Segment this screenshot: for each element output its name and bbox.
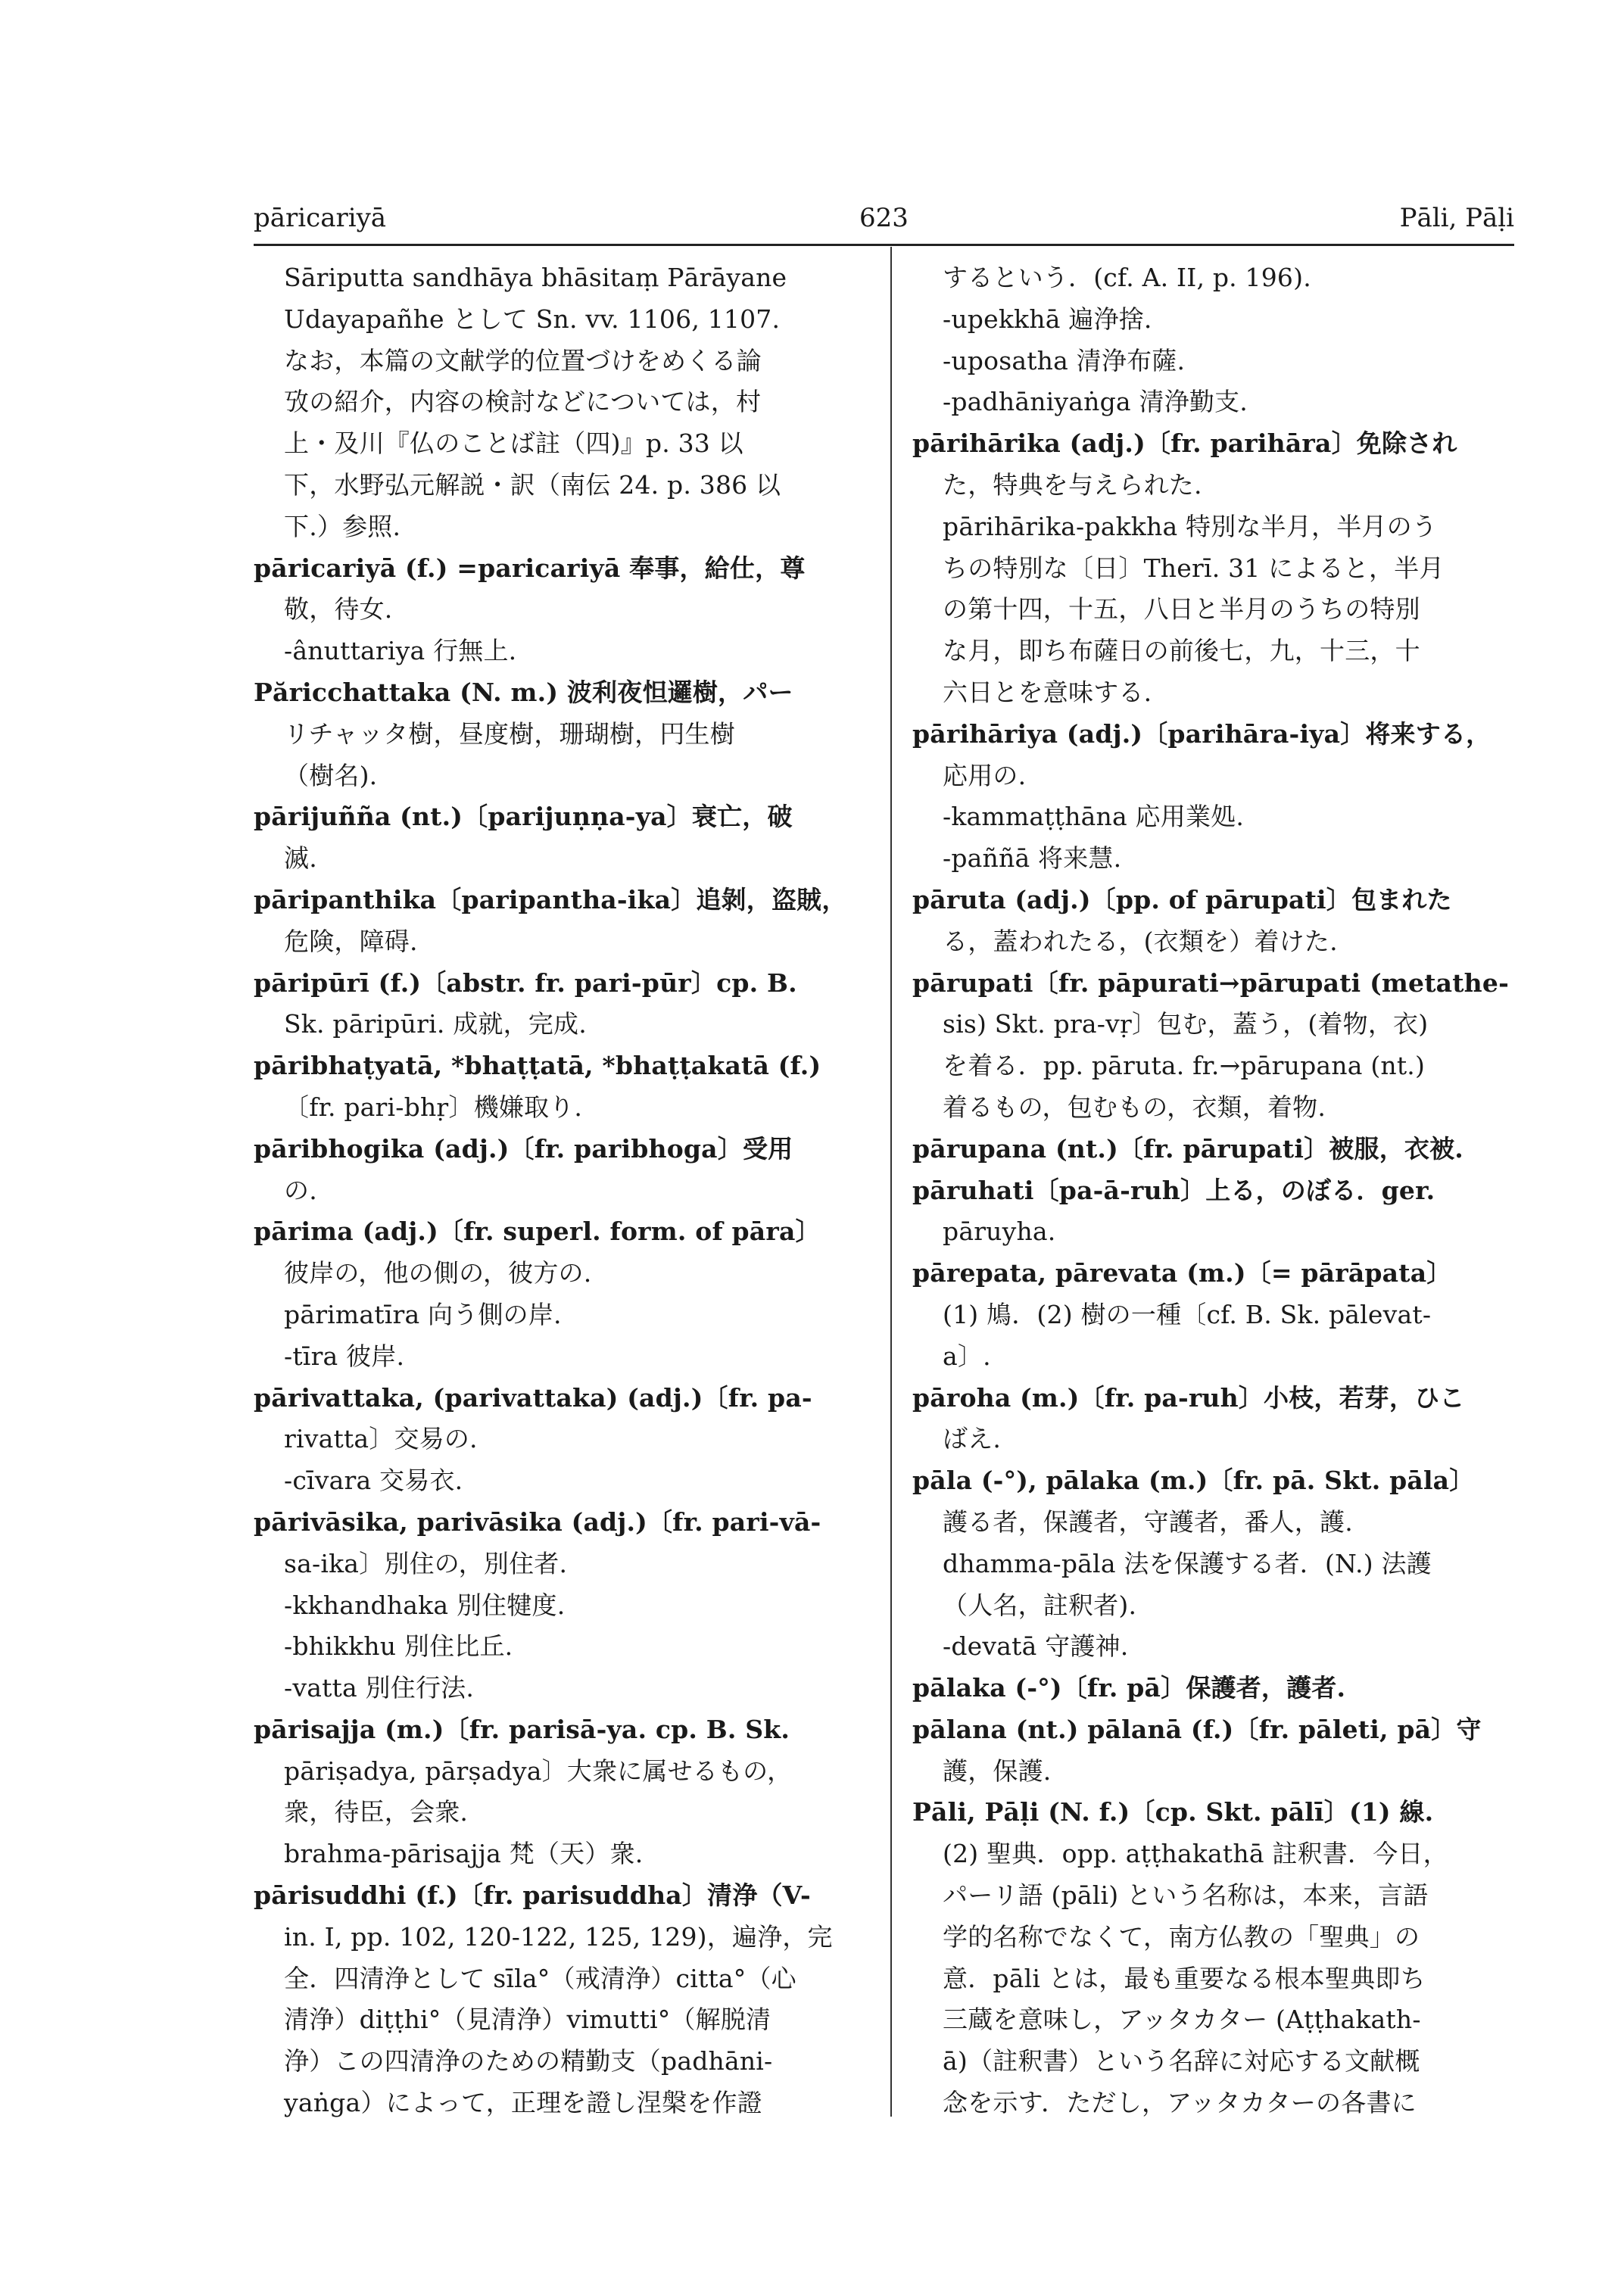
running-head-right: Pāli, Pāḷi <box>1399 203 1514 233</box>
entry-text-line: の第十四，十五，八日と半月のうちの特別 <box>943 594 1420 625</box>
entry-text-line: -padhāniyaṅga 清浄勤支. <box>943 387 1248 417</box>
entry-text-line: in. I, pp. 102, 120-122, 125, 129)，遍浄，完 <box>284 1921 833 1952</box>
entry-text-line: 下，水野弘元解説・訳（南伝 24. p. 386 以 <box>284 469 781 500</box>
entry-text-line: (1) 鳩．(2) 樹の一種〔cf. B. Sk. pālevat- <box>943 1299 1432 1329</box>
entry-text-line: た，特典を与えられた. <box>943 469 1202 500</box>
entry-headword-line: pāribhaṭyatā, *bhaṭṭatā, *bhaṭṭakatā (f.) <box>254 1051 821 1081</box>
entry-text-line: リチャッタ樹，昼度樹，珊瑚樹，円生樹 <box>284 718 735 749</box>
entry-text-line: 六日とを意味する. <box>943 677 1152 707</box>
page-header <box>254 203 1514 238</box>
entry-text-line: pārihārika-pakkha 特別な半月，半月のう <box>943 511 1438 541</box>
entry-text-line: yaṅga）によって，正理を證し涅槃を作證 <box>284 2088 762 2118</box>
entry-headword-line: pārisuddhi (f.)〔fr. parisuddha〕清浄（V- <box>254 1880 811 1911</box>
entry-text-line: rivatta〕交易の. <box>284 1424 478 1454</box>
entry-text-line: 意．pāli とは，最も重要なる根本聖典即ち <box>943 1963 1426 1993</box>
entry-text-line: brahma-pārisajja 梵（天）衆. <box>284 1839 644 1869</box>
entry-text-line: 念を示す．ただし，アッタカターの各書に <box>943 2088 1417 2118</box>
entry-headword-line: Păricchattaka (N. m.) 波利夜怛邏樹，パー <box>254 677 793 707</box>
entry-headword-line: pārupati〔fr. pāpurati→pārupati (metathe- <box>912 967 1509 998</box>
entry-headword-line: pārima (adj.)〔fr. superl. form. of pāra〕 <box>254 1217 821 1247</box>
entry-text-line: -cīvara 交易衣. <box>284 1466 463 1496</box>
entry-text-line: -vatta 別住行法. <box>284 1673 475 1703</box>
entry-text-line: (2) 聖典．opp. aṭṭhakathā 註釈書．今日， <box>943 1839 1448 1869</box>
entry-headword-line: pālaka (-°)〔fr. pā〕保護者，護者. <box>912 1673 1346 1703</box>
entry-text-line: -ânuttariya 行無上. <box>284 636 517 666</box>
entry-text-line: ばえ. <box>943 1424 1002 1454</box>
entry-headword-line: pāricariyā (f.) =paricariyā 奉事，給仕，尊 <box>254 553 806 583</box>
entry-text-line: -bhikkhu 別住比丘. <box>284 1631 513 1662</box>
entry-text-line: 衆，待臣，会衆. <box>284 1797 469 1827</box>
entry-text-line: 彼岸の，他の側の，彼方の. <box>284 1258 592 1288</box>
entry-text-line: 浄）この四清浄のための精勤支（padhāni- <box>284 2046 773 2076</box>
entry-text-line: -kkhandhaka 別住犍度. <box>284 1590 566 1620</box>
entry-text-line: 護る者，保護者，守護者，番人，護. <box>943 1506 1353 1537</box>
entry-text-line: pārimatīra 向う側の岸. <box>284 1299 562 1329</box>
entry-headword-line: pāripanthika〔paripantha-ika〕追剝，盗賊， <box>254 884 847 914</box>
entry-headword-line: pāruhati〔pa-ā-ruh〕上る，のぼる．ger. <box>912 1175 1435 1205</box>
entry-text-line: -uposatha 清浄布薩. <box>943 345 1186 375</box>
entry-text-line: 護，保護. <box>943 1756 1052 1786</box>
entry-text-line: -kammaṭṭhāna 応用業処. <box>943 802 1245 832</box>
entry-headword-line: pārihārika (adj.)〔fr. parihāra〕免除され <box>912 428 1457 459</box>
entry-text-line: -devatā 守護神. <box>943 1631 1129 1662</box>
entry-text-line: 清浄）diṭṭhi°（見清浄）vimutti°（解脱清 <box>284 2005 771 2035</box>
entry-text-line: Sk. pāripūri. 成就，完成. <box>284 1009 587 1039</box>
entry-text-line: 全．四清浄として sīla°（戒清浄）citta°（心 <box>284 1963 796 1993</box>
entry-text-line: 攷の紹介，内容の検討などについては，村 <box>284 387 762 417</box>
entry-text-line: 三蔵を意味し，アッタカター (Aṭṭhakath- <box>943 2005 1421 2035</box>
column-divider <box>890 247 892 2117</box>
entry-headword-line: pāruta (adj.)〔pp. of pārupati〕包まれた <box>912 884 1452 914</box>
entry-text-line: pāruyha. <box>943 1217 1056 1247</box>
entry-headword-line: pāribhogika (adj.)〔fr. paribhoga〕受用 <box>254 1133 793 1164</box>
entry-text-line: pāriṣadya, pārṣadya〕大衆に属せるもの， <box>284 1756 793 1786</box>
header-rule <box>254 244 1514 246</box>
entry-headword-line: pālana (nt.) pālanā (f.)〔fr. pāleti, pā〕守 <box>912 1714 1482 1744</box>
right-column <box>912 257 1518 2124</box>
entry-text-line: 危険，障碍. <box>284 926 418 956</box>
entry-text-line: a〕. <box>943 1341 991 1371</box>
entry-headword-line: pāla (-°), pālaka (m.)〔fr. pā. Skt. pāla〕 <box>912 1466 1475 1496</box>
entry-text-line: Sāriputta sandhāya bhāsitaṃ Pārāyane <box>284 263 787 292</box>
entry-text-line: （人名，註釈者). <box>943 1590 1137 1620</box>
entry-text-line: ちの特別な〔日〕Therī. 31 によると，半月 <box>943 553 1445 583</box>
entry-headword-line: Pāli, Pāḷi (N. f.)〔cp. Skt. pālī〕(1) 線. <box>912 1797 1434 1827</box>
entry-text-line: の. <box>284 1175 317 1205</box>
entry-text-line: 着るもの，包むもの，衣類，着物. <box>943 1092 1326 1122</box>
entry-text-line: 〔fr. pari-bhṛ〕機嫌取り. <box>284 1092 583 1122</box>
page-number: 623 <box>859 203 909 233</box>
entry-text-line: 敬，待女. <box>284 594 393 625</box>
entry-text-line: -paññā 将来慧. <box>943 843 1122 874</box>
entry-text-line: な月，即ち布薩日の前後七，九，十三，十 <box>943 636 1420 666</box>
entry-text-line: ā)（註釈書）という名辞に対応する文献概 <box>943 2046 1420 2076</box>
entry-headword-line: pārepata, pārevata (m.)〔= pārāpata〕 <box>912 1258 1452 1288</box>
entry-text-line: sis) Skt. pra-vṛ〕包む，蓋う，(着物，衣) <box>943 1009 1429 1039</box>
running-head-left: pāricariyā <box>254 203 387 233</box>
left-column <box>254 257 859 2124</box>
entry-text-line: するという．(cf. A. II, p. 196). <box>943 263 1311 292</box>
entry-text-line: 応用の. <box>943 760 1027 790</box>
entry-text-line: Udayapañhe として Sn. vv. 1106, 1107. <box>284 304 781 334</box>
entry-headword-line: pārijuñña (nt.)〔parijuṇṇa-ya〕衰亡，破 <box>254 802 793 832</box>
entry-text-line: 下.）参照. <box>284 511 401 541</box>
entry-text-line: 上・及川『仏のことば註（四)』p. 33 以 <box>284 428 743 459</box>
entry-text-line: を着る．pp. pāruta. fr.→pārupana (nt.) <box>943 1051 1426 1081</box>
entry-headword-line: pāroha (m.)〔fr. pa-ruh〕小枝，若芽，ひこ <box>912 1382 1465 1413</box>
entry-headword-line: pārivāsika, parivāsika (adj.)〔fr. pari-vā- <box>254 1506 821 1537</box>
entry-text-line: （樹名). <box>284 760 378 790</box>
entry-text-line: パーリ語 (pāli) という名称は，本来，言語 <box>943 1880 1429 1911</box>
entry-text-line: る，蓋われたる，(衣類を）着けた. <box>943 926 1338 956</box>
entry-headword-line: pārisajja (m.)〔fr. parisā-ya. cp. B. Sk. <box>254 1714 790 1744</box>
entry-headword-line: pāripūrī (f.)〔abstr. fr. pari-pūr〕cp. B. <box>254 967 797 998</box>
entry-text-line: 学的名称でなくて，南方仏教の「聖典」の <box>943 1921 1420 1952</box>
entry-headword-line: pārivattaka, (parivattaka) (adj.)〔fr. pa- <box>254 1382 812 1413</box>
entry-text-line: 滅. <box>284 843 317 874</box>
entry-text-line: dhamma-pāla 法を保護する者．(N.) 法護 <box>943 1548 1432 1578</box>
entry-headword-line: pārihāriya (adj.)〔parihāra-iya〕将来する， <box>912 718 1492 749</box>
entry-text-line: なお，本篇の文献学的位置づけをめくる論 <box>284 345 762 375</box>
entry-headword-line: pārupana (nt.)〔fr. pārupati〕被服，衣被. <box>912 1133 1463 1164</box>
entry-text-line: sa-ika〕別住の，別住者. <box>284 1548 568 1578</box>
entry-text-line: -tīra 彼岸. <box>284 1341 405 1371</box>
entry-text-line: -upekkhā 遍浄捨. <box>943 304 1152 334</box>
